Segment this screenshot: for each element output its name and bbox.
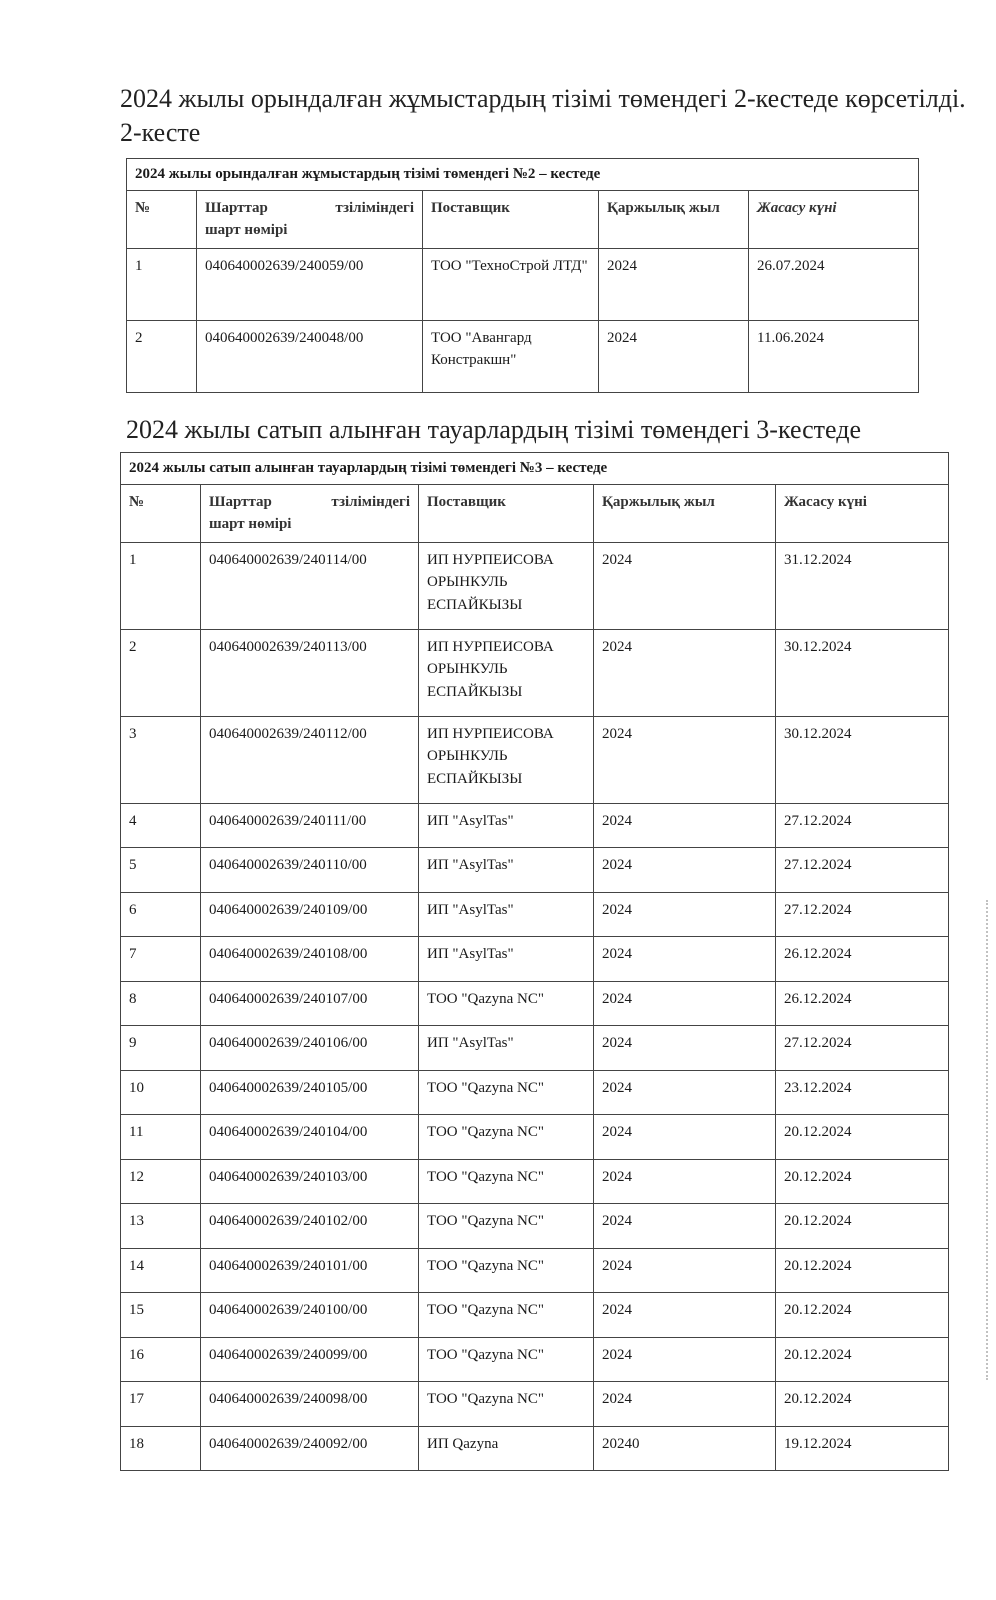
cell-fiscal-year: 2024 (594, 542, 776, 629)
cell-contract: 040640002639/240107/00 (201, 981, 419, 1026)
table-row (121, 1026, 949, 1071)
cell-fiscal-year: 20240 (594, 1426, 776, 1471)
table-row (121, 1293, 949, 1338)
cell-number: 9 (121, 1026, 201, 1071)
cell-date: 26.12.2024 (776, 937, 949, 982)
table2-label: 2-кесте (120, 118, 201, 147)
col-header-contract: Шарттар тзіліміндегі шарт нөмірі (197, 190, 423, 248)
table-caption: 2024 жылы орындалған жұмыстардың тізімі төмендегі №2 – кестеде (127, 159, 919, 191)
section3-heading: 2024 жылы сатып алынған тауарлардың тізімі төмендегі 3-кестеде (126, 415, 862, 444)
cell-date: 20.12.2024 (776, 1159, 949, 1204)
cell-date: 26.12.2024 (776, 981, 949, 1026)
cell-number: 5 (121, 848, 201, 893)
col-header-fiscal-year: Қаржылық жыл (599, 190, 749, 248)
table-row (121, 1382, 949, 1427)
cell-contract: 040640002639/240092/00 (201, 1426, 419, 1471)
cell-number: 18 (121, 1426, 201, 1471)
cell-number: 8 (121, 981, 201, 1026)
cell-contract: 040640002639/240059/00 (197, 248, 423, 320)
cell-fiscal-year: 2024 (594, 716, 776, 803)
col-header-supplier: Поставщик (419, 484, 594, 542)
cell-supplier: ИП "AsylTas" (419, 848, 594, 893)
cell-number: 2 (121, 629, 201, 716)
table-row (121, 1204, 949, 1249)
cell-contract: 040640002639/240113/00 (201, 629, 419, 716)
cell-date: 20.12.2024 (776, 1293, 949, 1338)
cell-supplier: ТОО "Qazyna NC" (419, 1337, 594, 1382)
table-row (121, 937, 949, 982)
table-row (127, 320, 919, 392)
cell-number: 7 (121, 937, 201, 982)
table-caption: 2024 жылы сатып алынған тауарлардың тізімі төмендегі №3 – кестеде (121, 453, 949, 485)
cell-number: 4 (121, 803, 201, 848)
cell-contract: 040640002639/240103/00 (201, 1159, 419, 1204)
cell-supplier: ИП Qazyna (419, 1426, 594, 1471)
table-header-row (127, 190, 919, 248)
table-row (121, 1070, 949, 1115)
col-header-number: № (121, 484, 201, 542)
cell-date: 20.12.2024 (776, 1204, 949, 1249)
cell-number: 11 (121, 1115, 201, 1160)
cell-fiscal-year: 2024 (599, 248, 749, 320)
col-header-date: Жасасу күні (749, 190, 919, 248)
cell-date: 26.07.2024 (749, 248, 919, 320)
cell-number: 1 (121, 542, 201, 629)
cell-contract: 040640002639/240048/00 (197, 320, 423, 392)
cell-supplier: ИП "AsylTas" (419, 803, 594, 848)
cell-number: 15 (121, 1293, 201, 1338)
cell-number: 3 (121, 716, 201, 803)
intro-heading: 2024 жылы орындалған жұмыстардың тізімі төмендегі 2-кестеде көрсетілді. (120, 84, 966, 113)
cell-date: 31.12.2024 (776, 542, 949, 629)
cell-fiscal-year: 2024 (594, 803, 776, 848)
col-header-supplier: Поставщик (423, 190, 599, 248)
table-row (121, 1426, 949, 1471)
cell-fiscal-year: 2024 (599, 320, 749, 392)
cell-contract: 040640002639/240098/00 (201, 1382, 419, 1427)
cell-number: 17 (121, 1382, 201, 1427)
table-row (127, 248, 919, 320)
cell-supplier: ТОО "Qazyna NC" (419, 1159, 594, 1204)
cell-fiscal-year: 2024 (594, 981, 776, 1026)
col-header-number: № (127, 190, 197, 248)
cell-number: 1 (127, 248, 197, 320)
cell-fiscal-year: 2024 (594, 1115, 776, 1160)
cell-supplier: ТОО "ТехноСтрой ЛТД" (423, 248, 599, 320)
cell-fiscal-year: 2024 (594, 1382, 776, 1427)
cell-contract: 040640002639/240109/00 (201, 892, 419, 937)
cell-number: 14 (121, 1248, 201, 1293)
cell-contract: 040640002639/240104/00 (201, 1115, 419, 1160)
cell-contract: 040640002639/240108/00 (201, 937, 419, 982)
table-row (121, 629, 949, 716)
cell-date: 23.12.2024 (776, 1070, 949, 1115)
table-row (121, 803, 949, 848)
table-row (121, 1115, 949, 1160)
cell-contract: 040640002639/240100/00 (201, 1293, 419, 1338)
cell-contract: 040640002639/240106/00 (201, 1026, 419, 1071)
cell-date: 20.12.2024 (776, 1248, 949, 1293)
cell-supplier: ТОО "Qazyna NC" (419, 1248, 594, 1293)
cell-date: 30.12.2024 (776, 629, 949, 716)
scan-edge-marks (986, 900, 994, 1380)
cell-date: 30.12.2024 (776, 716, 949, 803)
cell-date: 27.12.2024 (776, 1026, 949, 1071)
cell-fiscal-year: 2024 (594, 1026, 776, 1071)
cell-date: 20.12.2024 (776, 1382, 949, 1427)
cell-supplier: ТОО "Qazyna NC" (419, 1070, 594, 1115)
cell-number: 16 (121, 1337, 201, 1382)
cell-number: 13 (121, 1204, 201, 1249)
cell-fiscal-year: 2024 (594, 937, 776, 982)
cell-number: 10 (121, 1070, 201, 1115)
cell-supplier: ИП НУРПЕИСОВА ОРЫНКУЛЬ ЕСПАЙКЫЗЫ (419, 629, 594, 716)
table-row (121, 1337, 949, 1382)
table-row (121, 716, 949, 803)
cell-supplier: ИП "AsylTas" (419, 1026, 594, 1071)
table-header-row (121, 484, 949, 542)
cell-supplier: ТОО "Qazyna NC" (419, 1382, 594, 1427)
cell-date: 27.12.2024 (776, 848, 949, 893)
goods-table (120, 452, 949, 1471)
cell-fiscal-year: 2024 (594, 1293, 776, 1338)
table-row (121, 1159, 949, 1204)
table-row (121, 1248, 949, 1293)
table-row (121, 848, 949, 893)
cell-contract: 040640002639/240111/00 (201, 803, 419, 848)
table-row (121, 892, 949, 937)
cell-contract: 040640002639/240112/00 (201, 716, 419, 803)
cell-supplier: ИП "AsylTas" (419, 937, 594, 982)
cell-supplier: ТОО "Qazyna NC" (419, 981, 594, 1026)
cell-date: 20.12.2024 (776, 1115, 949, 1160)
cell-number: 2 (127, 320, 197, 392)
cell-contract: 040640002639/240110/00 (201, 848, 419, 893)
cell-contract: 040640002639/240105/00 (201, 1070, 419, 1115)
cell-supplier: ИП НУРПЕИСОВА ОРЫНКУЛЬ ЕСПАЙКЫЗЫ (419, 542, 594, 629)
table-row (121, 542, 949, 629)
cell-contract: 040640002639/240102/00 (201, 1204, 419, 1249)
cell-contract: 040640002639/240099/00 (201, 1337, 419, 1382)
cell-supplier: ТОО "Авангард Констракшн" (423, 320, 599, 392)
cell-supplier: ТОО "Qazyna NC" (419, 1293, 594, 1338)
col-header-date: Жасасу күні (776, 484, 949, 542)
cell-supplier: ТОО "Qazyna NC" (419, 1204, 594, 1249)
cell-fiscal-year: 2024 (594, 1070, 776, 1115)
works-table (126, 158, 919, 393)
cell-number: 6 (121, 892, 201, 937)
cell-fiscal-year: 2024 (594, 1337, 776, 1382)
col-header-contract: Шарттар тзіліміндегі шарт нөмірі (201, 484, 419, 542)
cell-fiscal-year: 2024 (594, 892, 776, 937)
table-row (121, 981, 949, 1026)
cell-fiscal-year: 2024 (594, 848, 776, 893)
cell-date: 19.12.2024 (776, 1426, 949, 1471)
cell-supplier: ИП НУРПЕИСОВА ОРЫНКУЛЬ ЕСПАЙКЫЗЫ (419, 716, 594, 803)
col-header-fiscal-year: Қаржылық жыл (594, 484, 776, 542)
cell-date: 27.12.2024 (776, 892, 949, 937)
cell-fiscal-year: 2024 (594, 1204, 776, 1249)
cell-supplier: ТОО "Qazyna NC" (419, 1115, 594, 1160)
cell-fiscal-year: 2024 (594, 629, 776, 716)
cell-contract: 040640002639/240101/00 (201, 1248, 419, 1293)
cell-fiscal-year: 2024 (594, 1159, 776, 1204)
cell-date: 27.12.2024 (776, 803, 949, 848)
cell-fiscal-year: 2024 (594, 1248, 776, 1293)
cell-supplier: ИП "AsylTas" (419, 892, 594, 937)
cell-contract: 040640002639/240114/00 (201, 542, 419, 629)
cell-date: 11.06.2024 (749, 320, 919, 392)
cell-number: 12 (121, 1159, 201, 1204)
cell-date: 20.12.2024 (776, 1337, 949, 1382)
